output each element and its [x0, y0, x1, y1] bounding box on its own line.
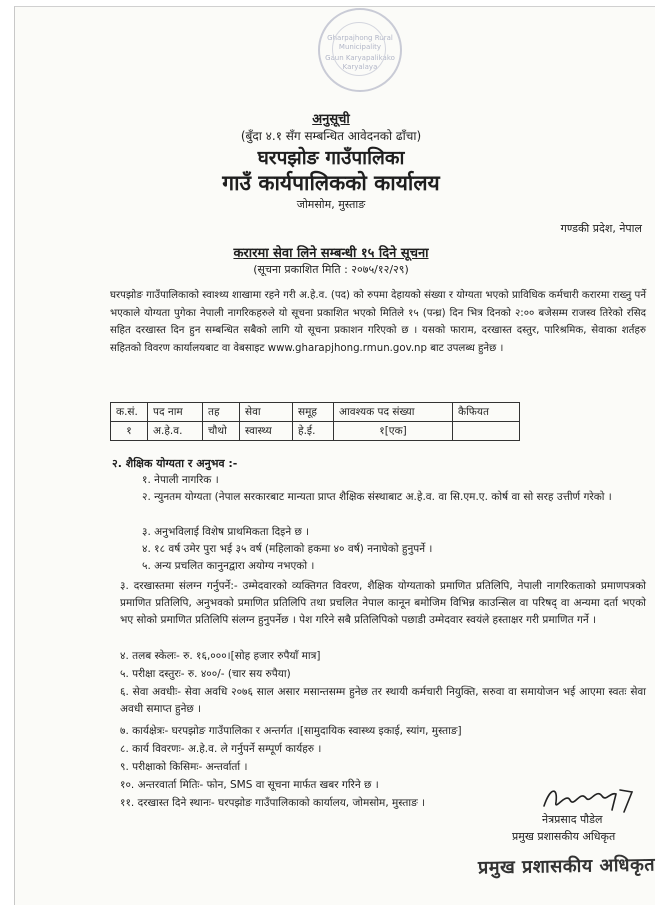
office-name: गाउँ कार्यपालिकको कार्यालय [222, 171, 440, 195]
application-place: ११. दरखास्त दिने स्थानः- घरपझोङ गाउँपालिकाको कार्यालय, जोमसोम, मुस्ताङ । [120, 797, 426, 809]
signatory-name: नेत्रप्रसाद पौडेल [542, 813, 603, 826]
section-2-heading: २. शैक्षिक योग्यता र अनुभव :- [112, 457, 238, 470]
notice-title: करारमा सेवा लिने सम्बन्धी १५ दिने सूचना [233, 246, 429, 261]
qualification-item: ५. अन्य प्रचलित कानुनद्वारा अयोग्य नभएको । [142, 560, 315, 572]
table-cell: हे.ई. [293, 422, 334, 441]
post-table [110, 402, 520, 441]
annex-label: अनुसूची [312, 112, 350, 127]
table-cell: अ.हे.व. [148, 422, 203, 441]
seal-text-line-2: Gaun Karyapalikako Karyalaya [325, 54, 395, 71]
table-cell: १ [111, 422, 148, 441]
qualification-item: ४. १८ वर्ष उमेर पुरा भई ३५ वर्ष (महिलाको हकमा ४० वर्ष) ननाघेको हुनुपर्ने । [142, 543, 433, 555]
table-header-cell: आवश्यक पद संख्या [334, 403, 453, 422]
seal-text-line-1: Gharpajhong Rural Municipality [327, 34, 393, 51]
exam-type: ९. परीक्षाको किसिमः- अन्तर्वार्ता । [120, 761, 248, 773]
table-cell: चौथो [203, 422, 240, 441]
table-header-cell: कैफियत [453, 403, 520, 422]
table-header-cell: पद नाम [148, 403, 203, 422]
table-header-cell: सेवा [240, 403, 293, 422]
office-location: जोमसोम, मुस्ताङ [296, 198, 366, 211]
signature-mark [540, 782, 640, 816]
service-period: ६. सेवा अवधीः- सेवा अवधि २०७६ साल असार मसान्तसम्म हुनेछ तर स्थायी कर्मचारी नियुक्ति, सरुवा वा समायोजन भई आएमा स्वतः सेवा अवधी समाप्त हुनेछ । [120, 686, 646, 715]
municipality-name: घरपझोङ गाउँपालिका [257, 147, 405, 169]
table-header-row [111, 403, 520, 422]
salary-scale: ४. तलब स्केलः- रु. १६,०००।[सोह हजार रुपैयाँ मात्र] [120, 650, 321, 662]
table-cell: स्वास्थ्य [240, 422, 293, 441]
annex-subtitle: (बुँदा ४.१ सँग सम्बन्धित आवेदनको ढाँचा) [240, 129, 422, 143]
work-area: ७. कार्यक्षेत्रः- घरपझोङ गाउँपालिका र अन्तर्गत ।[सामुदायिक स्वास्थ्य इकाई, स्यांग, मुस्ताङ] [120, 725, 462, 737]
office-seal [318, 8, 402, 92]
province-name: गण्डकी प्रदेश, नेपाल [560, 222, 642, 235]
section-3-documents: ३. दरखास्तमा संलग्न गर्नुपर्ने:- उम्मेदवारको व्यक्तिगत विवरण, शैक्षिक योग्यताको प्रमाणित प्रतिलिपि, नेपाली नागरिकताको प्रमाणपत्रको प्रमाणित प्रतिलिपि, अनुभवको प्रमाणित प्रतिलिपि तथा प्रचलित नेपाल कानून बमोजिम विभिन्न काउन्सिल वा परिषद् वा अन्यमा दर्ता भएको भए सोको प्रमाणित प्रतिलिपि संलग्न हुनुपर्नेछ । पेश गरिने सबै प्रतिलिपिको पछाडी उम्मेदवार स्वयंले हस्ताक्षर गरी प्रमाणित गर्ने । [120, 580, 646, 626]
table-header-cell: तह [203, 403, 240, 422]
interview-date: १०. अन्तरवार्ता मितिः- फोन, SMS वा सूचना मार्फत खबर गरिने छ । [120, 779, 379, 791]
table-cell: १[एक] [334, 422, 453, 441]
table-row [111, 422, 520, 441]
signatory-title: प्रमुख प्रशासकीय अधिकृत [512, 830, 616, 843]
table-header-cell: क.सं. [111, 403, 148, 422]
qualification-item: १. नेपाली नागरिक । [142, 474, 219, 486]
designation-stamp: प्रमुख प्रशासकीय अधिकृत [477, 854, 656, 879]
table-cell [453, 422, 520, 441]
qualification-item: २. न्युनतम योग्यता (नेपाल सरकारबाट मान्यता प्राप्त शैक्षिक संस्थाबाट अ.हे.व. वा सि.एम.ए. कोर्ष वा सो सरह उत्तीर्ण गरेको । [142, 491, 612, 503]
job-description: ८. कार्य विवरणः- अ.हे.व. ले गर्नुपर्ने सम्पूर्ण कार्यहरु । [120, 743, 322, 755]
notice-paragraph: घरपझोङ गाउँपालिकाको स्वाश्थ्य शाखामा रहने गरी अ.हे.व. (पद) को रुपमा देहायको संख्या र योग्यता भएको प्राविधिक कर्मचारी करारमा राख्नु पर्ने भएकाले योग्यता पुगेका नेपाली नागरिकहरुले यो सूचना प्रकाशित भएको मितिले १५ (पन्ध्र) दिन भित्र दिनको २:०० बजेसम्म राजस्व तिरेको रसिद सहित दरखास्त दिन हुन सम्बन्धित सबैको लागि यो सूचना प्रकाशन गरिएको छ । यसको फाराम, दरखास्त दस्तुर, पारिश्रमिक, सेवाका शर्तहरु सहितको विवरण कार्यालयबाट वा वेबसाइट www.gharapjhong.rmun.gov.np बाट उपलब्ध हुनेछ । [110, 290, 646, 354]
qualification-item: ३. अनुभविलाई विशेष प्राथमिकता दिइने छ । [142, 526, 310, 538]
table-header-cell: समूह [293, 403, 334, 422]
notice-published-date: (सूचना प्रकाशित मिति : २०७५/१२/२९) [253, 263, 409, 276]
exam-fee: ५. परीक्षा दस्तुरः- रु. ४००/- (चार सय रुपैया) [120, 668, 291, 680]
